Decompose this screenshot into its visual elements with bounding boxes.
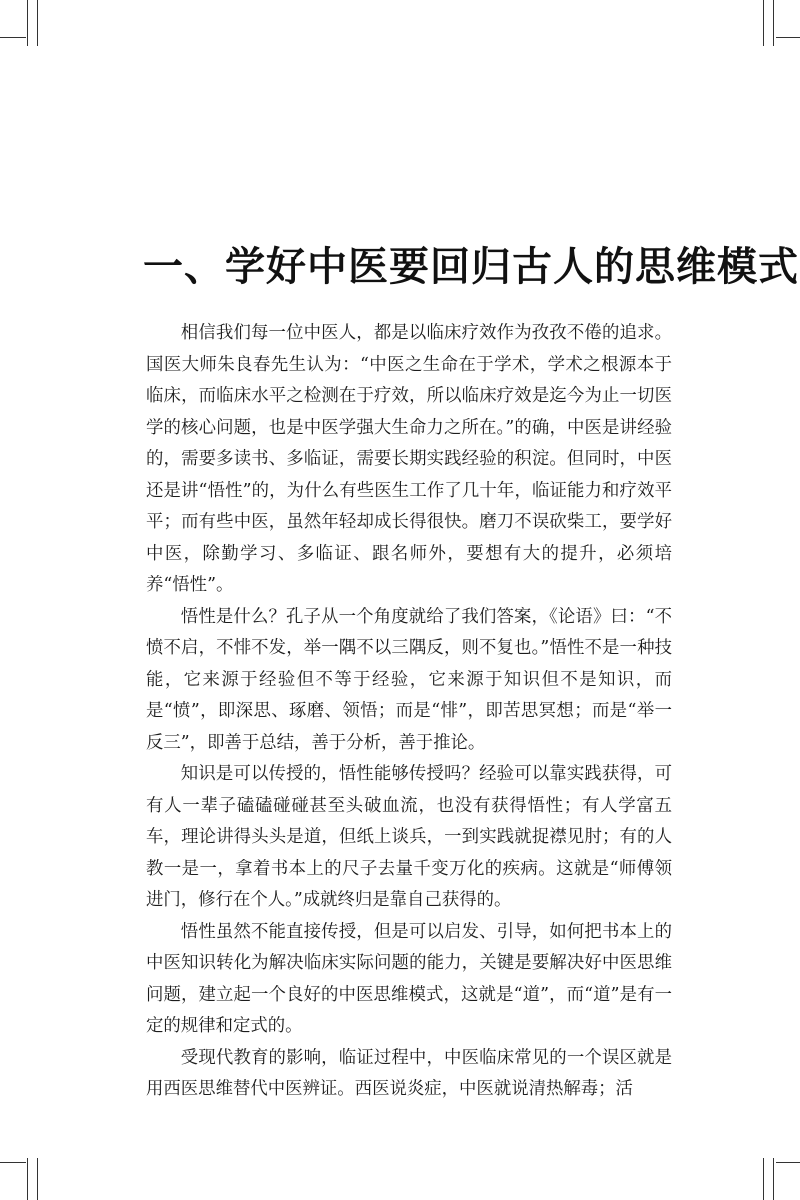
paragraph-1: 相信我们每一位中医人，都是以临床疗效作为孜孜不倦的追求。国医大师朱良春先生认为：“中医之生命在于学术，学术之根源本于临床，而临床水平之检测在于疗效，所以临床疗效是迄今为止一切医学的核心问题，也是中医学强大生命力之所在。”的确，中医是讲经验的，需要多读书、多临证，需要长期实践经验的积淀。但同时，中医还是讲“悟性”的，为什么有些医生工作了几十年，临证能力和疗效平平；而有些中医，虽然年轻却成长得很快。磨刀不误砍柴工，要学好中医，除勤学习、多临证、跟名师外，要想有大的提升，必须培养“悟性”。 [146,323,672,595]
body-text [146,318,672,1106]
paragraph-3: 知识是可以传授的，悟性能够传授吗？经验可以靠实践获得，可有人一辈子磕磕碰碰甚至头破血流，也没有获得悟性；有人学富五车，理论讲得头头是道，但纸上谈兵，一到实践就捉襟见肘；有的人教一是一，拿着书本上的尺子去量千变万化的疾病。这就是“师傅领进门，修行在个人。”成就终归是靠自己获得的。 [146,764,672,910]
paragraph-5: 受现代教育的影响，临证过程中，中医临床常见的一个误区就是用西医思维替代中医辨证。西医说炎症，中医就说清热解毒；活 [146,1047,672,1099]
paragraph-4: 悟性虽然不能直接传授，但是可以启发、引导，如何把书本上的中医知识转化为解决临床实际问题的能力，关键是要解决好中医思维问题，建立起一个良好的中医思维模式，这就是“道”，而“道”是有一定的规律和定式的。 [146,921,672,1036]
page-title: 一、学好中医要回归古人的思维模式 [143,244,799,290]
paragraph-2: 悟性是什么？孔子从一个角度就给了我们答案，《论语》曰：“不愤不启，不悱不发，举一隅不以三隅反，则不复也。”悟性不是一种技能，它来源于经验但不等于经验，它来源于知识但不是知识，而是“愤”，即深思、琢磨、领悟；而是“悱”，即苦思冥想；而是“举一反三”，即善于总结，善于分析，善于推论。 [146,606,672,753]
